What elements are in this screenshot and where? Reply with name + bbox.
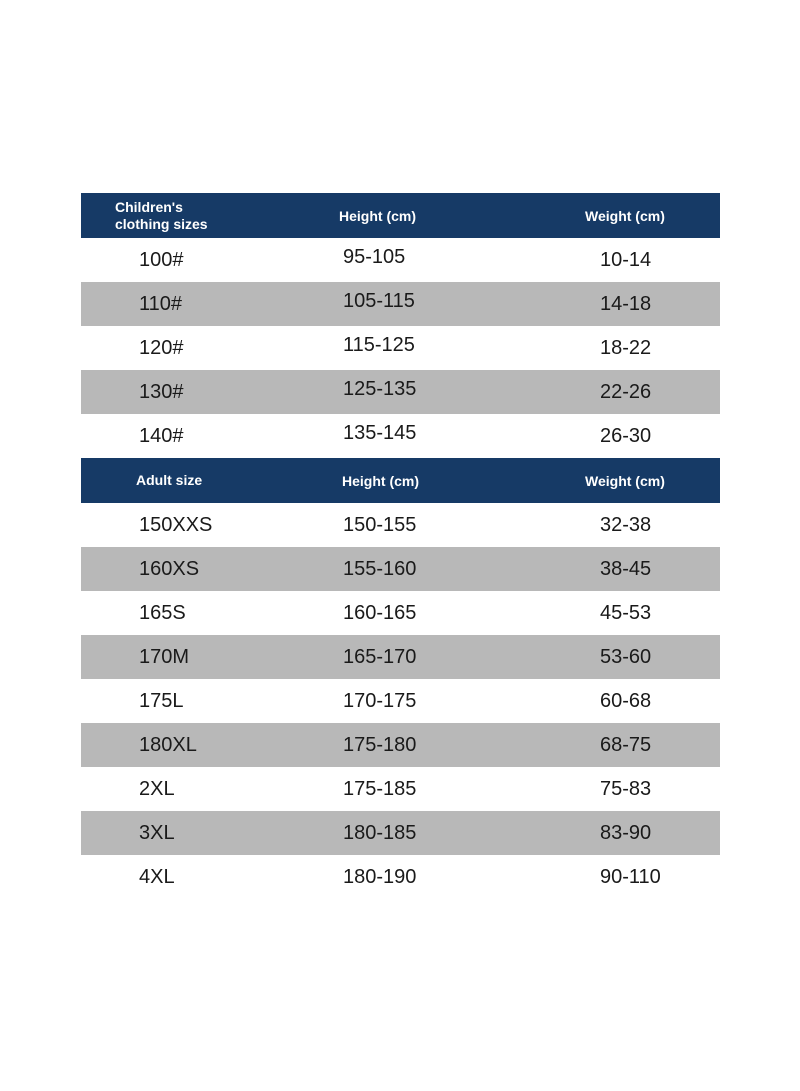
table-row bbox=[81, 370, 720, 414]
header-children-size-line1: Children's bbox=[115, 198, 183, 215]
table-row bbox=[81, 503, 720, 547]
header-children-height: Height (cm) bbox=[339, 207, 416, 224]
table-row bbox=[81, 414, 720, 458]
table-row bbox=[81, 679, 720, 723]
size-cell: 120# bbox=[139, 336, 184, 359]
height-cell: 135-145 bbox=[343, 421, 417, 444]
size-cell: 130# bbox=[139, 380, 184, 403]
size-cell: 160XS bbox=[139, 557, 200, 580]
height-cell: 150-155 bbox=[343, 513, 417, 536]
height-cell: 160-165 bbox=[343, 601, 417, 624]
table-row bbox=[81, 238, 720, 282]
header-children-size-line2: clothing sizes bbox=[115, 215, 208, 232]
size-chart bbox=[81, 193, 720, 899]
header-adult-height: Height (cm) bbox=[342, 472, 419, 489]
height-cell: 175-185 bbox=[343, 777, 417, 800]
height-cell: 155-160 bbox=[343, 557, 417, 580]
weight-cell: 26-30 bbox=[600, 424, 652, 447]
height-cell: 180-185 bbox=[343, 821, 417, 844]
weight-cell: 45-53 bbox=[600, 601, 652, 624]
size-cell: 175L bbox=[139, 689, 184, 712]
weight-cell: 22-26 bbox=[600, 380, 652, 403]
weight-cell: 60-68 bbox=[600, 689, 652, 712]
size-cell: 150XXS bbox=[139, 513, 213, 536]
height-cell: 105-115 bbox=[343, 289, 415, 312]
weight-cell: 68-75 bbox=[600, 733, 652, 756]
weight-cell: 18-22 bbox=[600, 336, 652, 359]
size-cell: 100# bbox=[139, 248, 184, 271]
height-cell: 115-125 bbox=[343, 333, 415, 356]
weight-cell: 53-60 bbox=[600, 645, 652, 668]
height-cell: 175-180 bbox=[343, 733, 417, 756]
height-cell: 165-170 bbox=[343, 645, 417, 668]
table-row bbox=[81, 767, 720, 811]
weight-cell: 14-18 bbox=[600, 292, 652, 315]
weight-cell: 75-83 bbox=[600, 777, 652, 800]
size-cell: 110# bbox=[139, 292, 183, 315]
table-row bbox=[81, 547, 720, 591]
size-cell: 2XL bbox=[139, 777, 175, 800]
children-table-header bbox=[81, 193, 720, 238]
weight-cell: 38-45 bbox=[600, 557, 652, 580]
weight-cell: 90-110 bbox=[600, 865, 661, 888]
table-row bbox=[81, 855, 720, 899]
weight-cell: 10-14 bbox=[600, 248, 652, 271]
header-children-size bbox=[115, 193, 295, 238]
adult-table-header bbox=[81, 458, 720, 503]
header-adult-weight: Weight (cm) bbox=[585, 472, 665, 489]
height-cell: 180-190 bbox=[343, 865, 417, 888]
weight-cell: 32-38 bbox=[600, 513, 652, 536]
height-cell: 125-135 bbox=[343, 377, 417, 400]
size-cell: 140# bbox=[139, 424, 184, 447]
size-cell: 3XL bbox=[139, 821, 175, 844]
table-row bbox=[81, 723, 720, 767]
size-cell: 170M bbox=[139, 645, 190, 668]
height-cell: 170-175 bbox=[343, 689, 417, 712]
weight-cell: 83-90 bbox=[600, 821, 652, 844]
header-adult-size: Adult size bbox=[136, 472, 203, 488]
size-cell: 165S bbox=[139, 601, 186, 624]
table-row bbox=[81, 282, 720, 326]
table-row bbox=[81, 811, 720, 855]
size-cell: 180XL bbox=[139, 733, 197, 756]
table-row bbox=[81, 326, 720, 370]
height-cell: 95-105 bbox=[343, 245, 406, 268]
table-row bbox=[81, 591, 720, 635]
table-row bbox=[81, 635, 720, 679]
header-children-weight: Weight (cm) bbox=[585, 207, 665, 224]
size-cell: 4XL bbox=[139, 865, 175, 888]
